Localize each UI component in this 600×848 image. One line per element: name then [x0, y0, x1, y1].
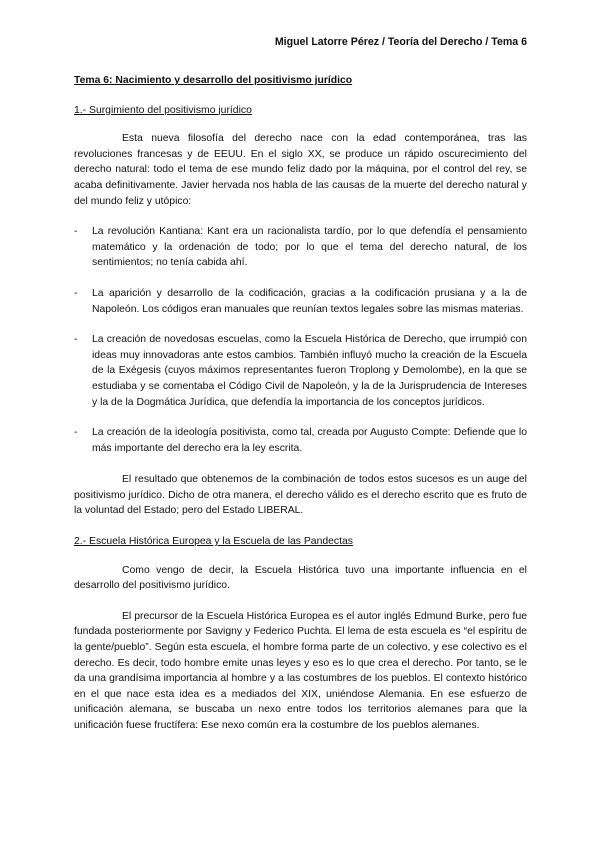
list-item: [74, 425, 527, 456]
list-bullet: -: [74, 287, 78, 299]
list-item: [74, 332, 527, 410]
list-item-text: La aparición y desarrollo de la codificación, gracias a la codificación prusiana y a la de Napoleón. Los códigos eran manuales que reunían textos legales sobre las mismas materias.: [92, 287, 527, 315]
list-item-text: La revolución Kantiana: Kant era un racionalista tardío, por lo que defendía el pensamiento matemático y la ordenación de todo; por lo que el tema del derecho natural, de los sentimientos; no tenía cabida ahí.: [92, 226, 527, 269]
page-header: Miguel Latorre Pérez / Teoría del Derecho / Tema 6: [274, 36, 527, 48]
section-1-heading: 1.- Surgimiento del positivismo jurídico: [74, 104, 252, 116]
list-item: [74, 224, 527, 271]
section-2-paragraph-2: El precursor de la Escuela Histórica Europea es el autor inglés Edmund Burke, pero fue fundada posteriormente por Savigny y Federico Puchta. El lema de esta escuela es “el espíritu de la gente/pueblo”. Según esta escuela, el hombre forma parte de un colectivo, y ese colectivo es el derecho. Es decir, todo hombre emite unas leyes y eso es lo que crea el derecho. Por tanto, se le da una grandísima importancia al hombre y a las costumbres de los pueblos. El contexto histórico en el que nace esta idea es a mediados del XIX, uniéndose Alemania. En ese esfuerzo de unificación alemana, se buscaba un nexo entre todos los territorios alemanes para que la unificación fuese fructífera: Ese nexo común era la costumbre de los pueblos alemanes.: [74, 610, 527, 731]
list-item-text: La creación de novedosas escuelas, como la Escuela Histórica de Derecho, que irrumpió con ideas muy innovadoras ante estos cambios. También influyó mucho la creación de la Escuela de la Exégesis (cuyos máximos representantes fueron Troplong y Demolombe), en la que se estudiaba y se comentaba el Código Civil de Napoleón, y la de la Jurisprudencia de Intereses y la de la Dogmática Jurídica, que defendía la importancia de los conceptos jurídicos.: [92, 334, 527, 408]
document-title: Tema 6: Nacimiento y desarrollo del positivismo jurídico: [74, 75, 353, 86]
list-item-text: La creación de la ideología positivista, como tal, creada por Augusto Compte: Defiende que lo más importante del derecho era la ley escrita.: [92, 427, 527, 454]
list-bullet: -: [74, 226, 78, 238]
section-1-intro-paragraph: Esta nueva filosofía del derecho nace con la edad contemporánea, tras las revoluciones francesas y de EEUU. En el siglo XX, se produce un rápido oscurecimiento del derecho natural: todo el tema de ese mundo feliz dado por la máquina, por el control del rey, se acaba definitivamente. Javier hervada nos habla de las causas de la muerte del derecho natural y del mundo feliz y utópico:: [74, 133, 527, 207]
section-2-paragraph-1: Como vengo de decir, la Escuela Histórica tuvo una importante influencia en el desarrollo del positivismo jurídico.: [74, 564, 527, 592]
document-body: [74, 73, 527, 749]
causes-list: [74, 224, 527, 456]
list-item: [74, 286, 527, 317]
section-1-conclusion-paragraph: El resultado que obtenemos de la combinación de todos estos sucesos es un auge del positivismo jurídico. Dicho de otra manera, el derecho válido es el derecho escrito que es fruto de la voluntad del Estado; pero del Estado LIBERAL.: [74, 474, 527, 517]
list-bullet: -: [74, 427, 78, 439]
section-2-heading: 2.- Escuela Histórica Europea y la Escuela de las Pandectas: [74, 536, 353, 548]
list-bullet: -: [74, 334, 78, 346]
